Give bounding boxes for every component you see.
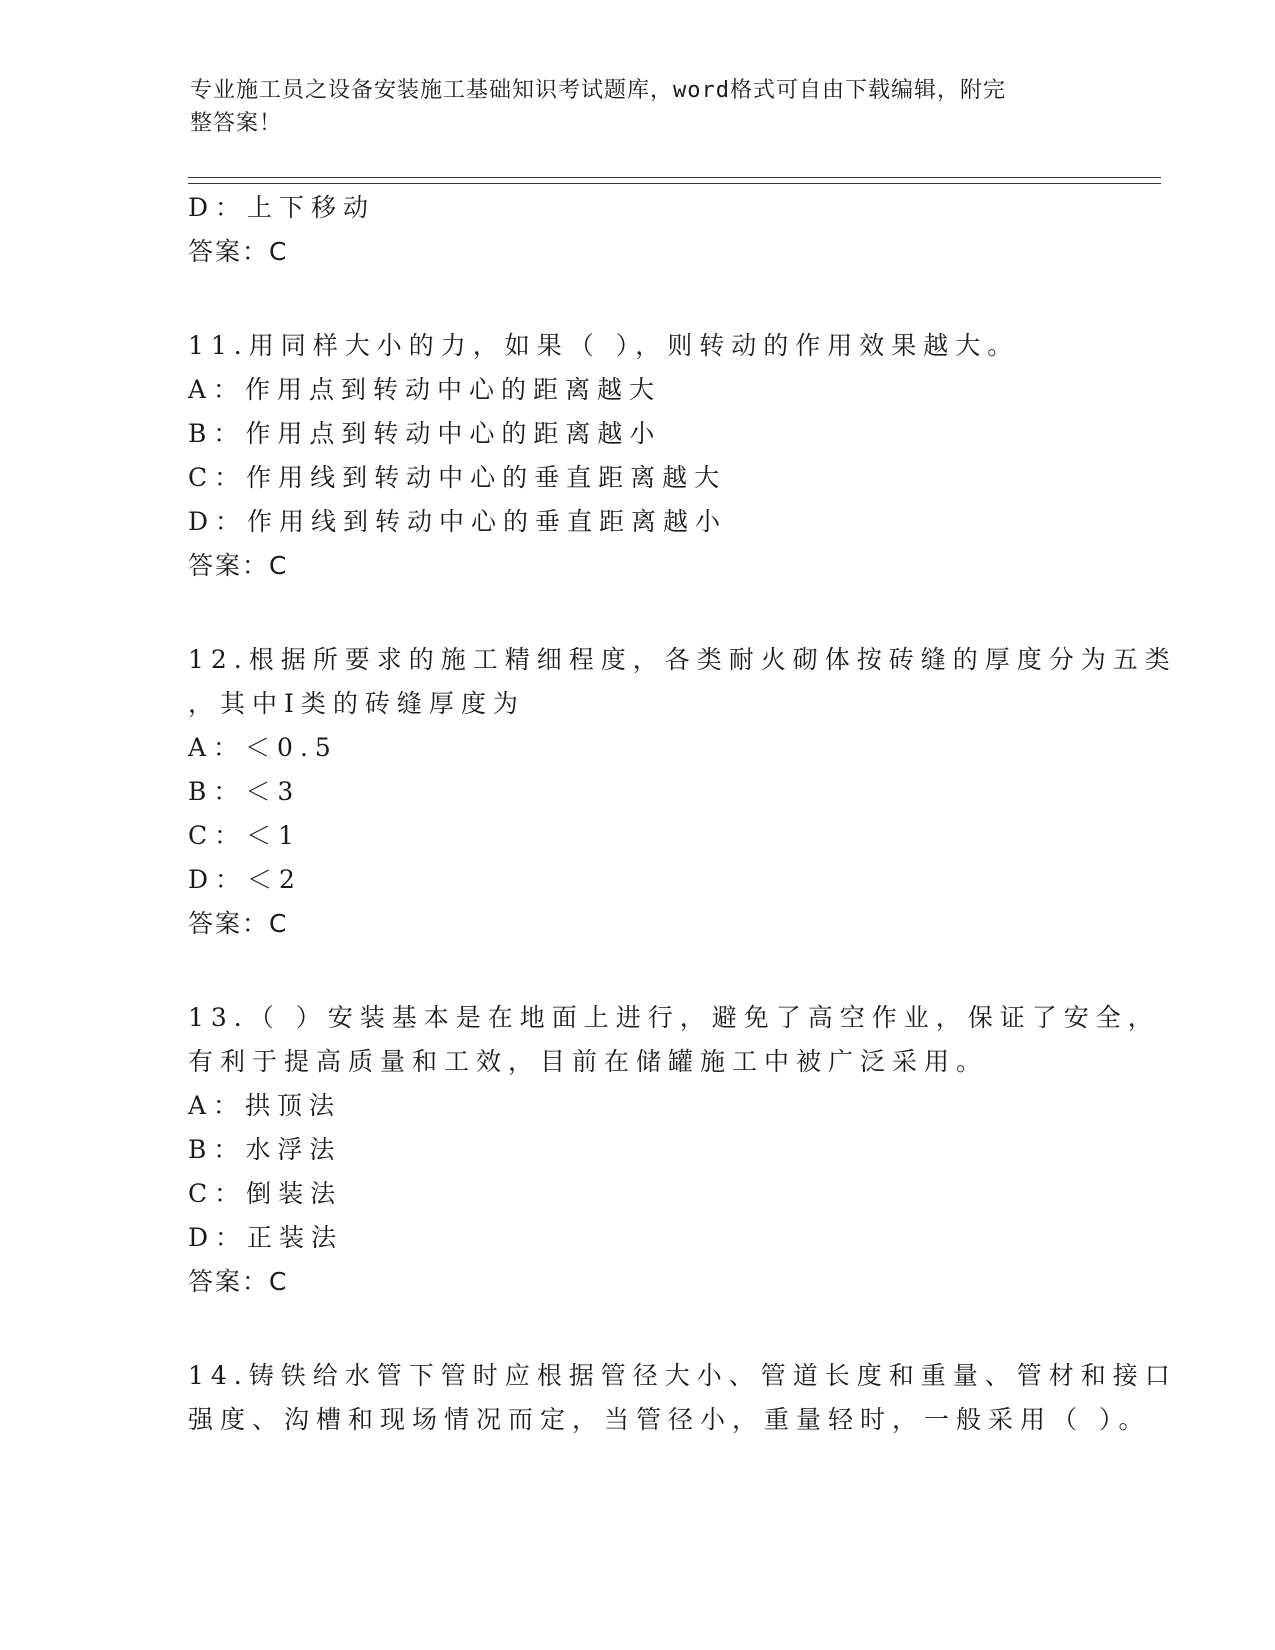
option-d: D：上下移动 xyxy=(188,193,376,222)
header-divider-top xyxy=(188,177,1161,178)
question-12-option-b: B：＜3 xyxy=(188,777,301,806)
question-11-option-a: A：作用点到转动中心的距离越大 xyxy=(188,375,662,404)
document-header xyxy=(190,74,1090,140)
question-13-answer: 答案：C xyxy=(188,1267,289,1296)
header-line-1: 专业施工员之设备安装施工基础知识考试题库，word格式可自由下载编辑，附完 xyxy=(190,78,1006,103)
question-11-option-d: D：作用线到转动中心的垂直距离越小 xyxy=(188,507,728,536)
question-12-stem-line-1: 12.根据所要求的施工精细程度，各类耐火砌体按砖缝的厚度分为五类 xyxy=(188,645,1177,674)
question-13-option-d: D：正装法 xyxy=(188,1223,344,1252)
answer: 答案：C xyxy=(188,237,289,266)
question-12-option-c: C：＜1 xyxy=(188,821,302,850)
question-12-stem-line-2: ，其中Ⅰ类的砖缝厚度为 xyxy=(188,689,525,718)
question-14-stem-line-1: 14.铸铁给水管下管时应根据管径大小、管道长度和重量、管材和接口 xyxy=(188,1361,1177,1390)
header-line-2: 整答案！ xyxy=(190,111,283,136)
question-13-option-a: A：拱顶法 xyxy=(188,1091,342,1120)
header-divider-bottom xyxy=(188,183,1161,184)
question-12-option-a: A：＜0.5 xyxy=(188,733,338,762)
question-13-option-b: B：水浮法 xyxy=(188,1135,342,1164)
question-11-stem: 11.用同样大小的力，如果（ ），则转动的作用效果越大。 xyxy=(188,331,1020,360)
question-12-answer: 答案：C xyxy=(188,909,289,938)
question-14-stem-line-2: 强度、沟槽和现场情况而定，当管径小，重量轻时，一般采用（ ）。 xyxy=(188,1405,1151,1434)
question-13-option-c: C：倒装法 xyxy=(188,1179,343,1208)
question-13-stem-line-2: 有利于提高质量和工效，目前在储罐施工中被广泛采用。 xyxy=(188,1047,989,1076)
question-12-option-d: D：＜2 xyxy=(188,865,302,894)
question-11-option-c: C：作用线到转动中心的垂直距离越大 xyxy=(188,463,727,492)
question-11-option-b: B：作用点到转动中心的距离越小 xyxy=(188,419,662,448)
question-13-stem-line-1: 13.（ ）安装基本是在地面上进行，避免了高空作业，保证了安全， xyxy=(188,1003,1160,1032)
question-11-answer: 答案：C xyxy=(188,551,289,580)
